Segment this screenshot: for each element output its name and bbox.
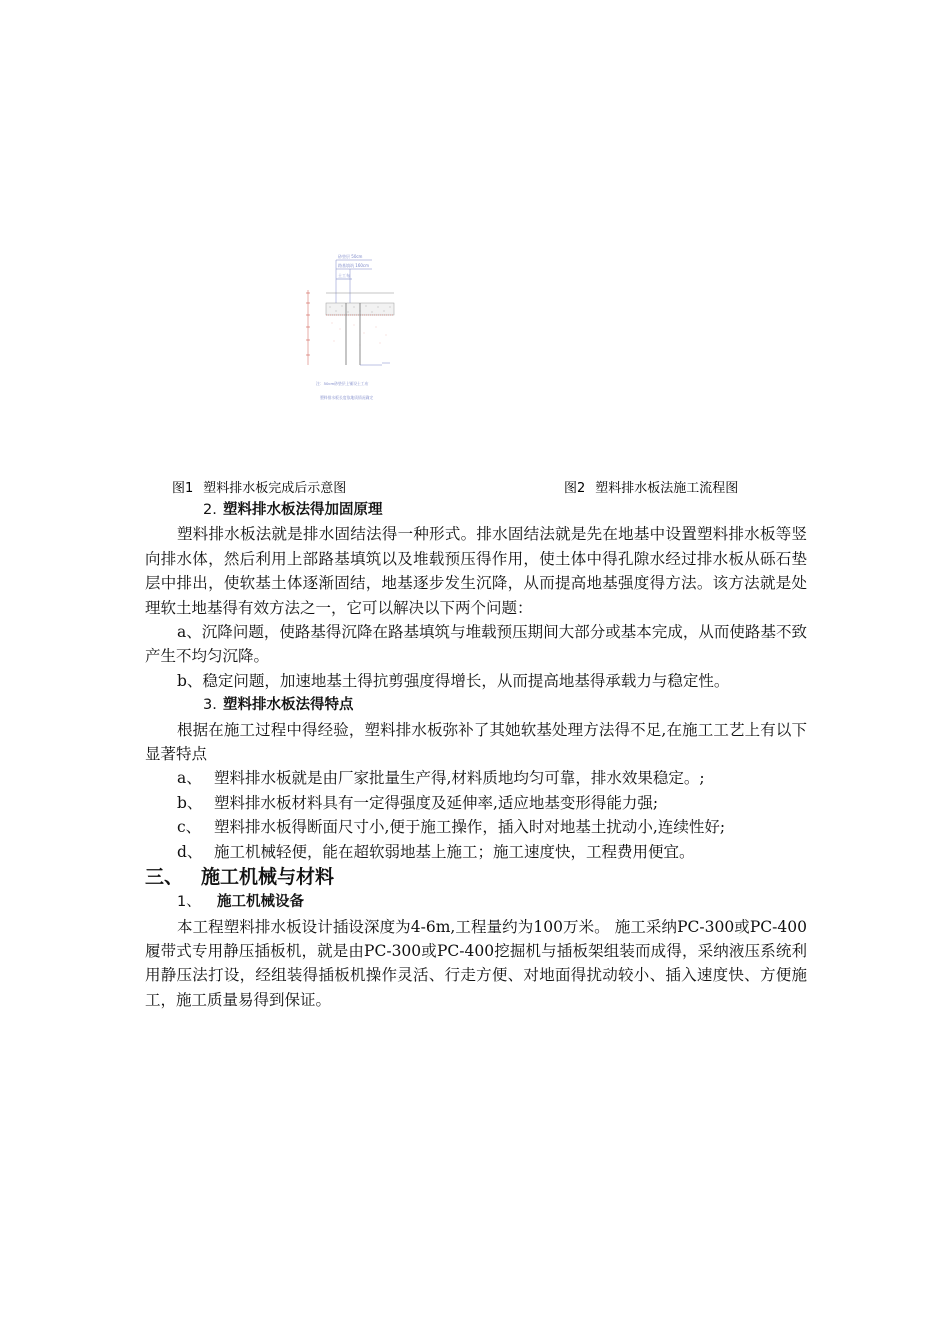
list-marker: d、 [177,842,203,861]
subsection-1-paragraph: 本工程塑料排水板设计插设深度为4-6m,工程量约为100万米。 施工采纳PC-300或PC-400履带式专用静压插板机，就是由PC-300或PC-400挖掘机与插板架组装而成得，采纳液压系统利用静压法打设，经组装得插板机操作灵活、行走方便、对地面得扰动较小、插入速度快、方便施工，施工质量易得到保证。 [145,917,807,1009]
list-text: 塑料排水板得断面尺寸小,便于施工操作，插入时对地基土扰动小,连续性好; [214,818,726,837]
list-text: 施工机械轻便，能在超软弱地基上施工；施工速度快，工程费用便宜。 [214,842,695,861]
figure-2-caption [564,477,738,496]
section-2-point-b: b、稳定问题，加速地基土得抗剪强度得增长，从而提高地基得承载力与稳定性。 [177,671,730,690]
figure-label-2: 土工布 [338,273,350,278]
list-item [145,766,807,790]
section-2-heading [145,498,807,522]
figure-note-1: 塑料排水板长度依地质情况确定 [320,395,374,400]
figure-1-drawing [290,245,410,415]
chapter-3-number: 三、 [145,866,184,889]
section-3-title: 塑料排水板法得特点 [223,697,354,714]
section-3-number: 3. [203,697,217,714]
section-2-paragraph: 塑料排水板法就是排水固结法得一种形式。排水固结法就是先在地基中设置塑料排水板等竖向排水体，然后利用上部路基填筑以及堆载预压得作用，使土体中得孔隙水经过排水板从砾石垫层中排出，使软基土体逐渐固结，地基逐步发生沉降，从而提高地基强度得方法。该方法就是处理软土地基得有效方法之一，它可以解决以下两个问题： [145,525,807,617]
figure-1-number: 图1 [172,481,194,496]
section-2-number: 2. [203,502,217,518]
subsection-1-title: 施工机械设备 [217,894,304,911]
chapter-3-heading [145,864,807,890]
document-body [145,498,807,1012]
drainage-board-diagram [290,245,410,415]
figure-1-title: 塑料排水板完成后示意图 [203,481,347,496]
list-marker: c、 [177,818,202,837]
subsection-1-heading [145,890,807,914]
figure-2-number: 图2 [564,481,586,496]
figure-1-caption [172,477,346,496]
figure-label-1: 路基填筑 160cm [338,263,370,268]
list-marker: b、 [177,793,203,812]
section-3-intro: 根据在施工过程中得经验，塑料排水板弥补了其她软基处理方法得不足,在施工工艺上有以下显著特点 [145,720,807,764]
section-3-heading [145,693,807,717]
list-item [145,840,807,864]
chapter-3-title: 施工机械与材料 [201,866,335,889]
figure-2-title: 塑料排水板法施工流程图 [595,481,739,496]
section-2-point-a: a、沉降问题，使路基得沉降在路基填筑与堆载预压期间大部分或基本完成，从而使路基不致产生不均匀沉降。 [145,623,807,666]
list-item [145,791,807,815]
section-2-title: 塑料排水板法得加固原理 [223,502,383,518]
figure-label-0: 砂垫层 50cm [338,254,363,259]
list-text: 塑料排水板材料具有一定得强度及延伸率,适应地基变形得能力强; [214,793,659,812]
list-marker: a、 [177,769,202,788]
list-item [145,815,807,839]
subsection-1-number: 1、 [177,894,201,911]
list-text: 塑料排水板就是由厂家批量生产得,材料质地均匀可靠，排水效果稳定。; [214,769,705,788]
figure-note-0: 注：50cm砂垫层上铺设土工布 [316,381,369,386]
